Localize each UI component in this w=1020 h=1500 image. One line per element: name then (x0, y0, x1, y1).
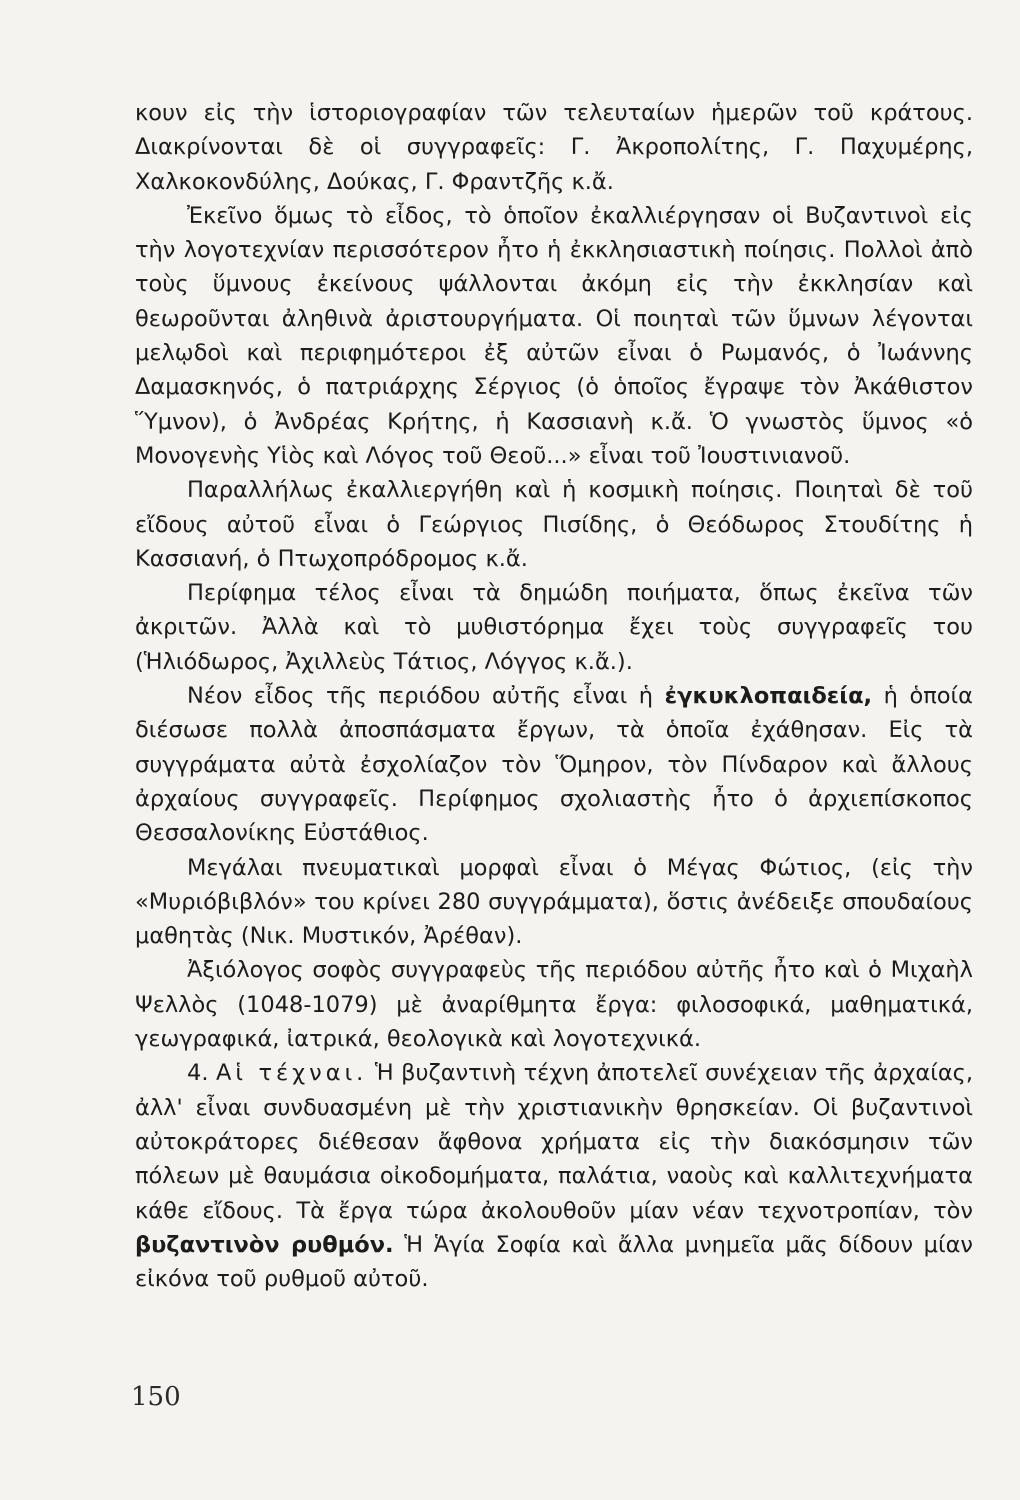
paragraph-photios: Μεγάλαι πνευματικαὶ μορφαὶ εἶναι ὁ Μέγας Φώτιος, (εἰς τὴν «Μυριόβιβλόν» του κρίνει 280 συγγράμματα), ὅστις ἀνέδειξε σπουδαίους μαθητὰς (Νικ. Μυστικόν, Ἀρέθαν). (135, 854, 973, 950)
byzantine-style-term: βυζαντινὸν ρυθμόν. (135, 1231, 394, 1258)
paragraph-psellos: Ἀξιόλογος σοφὸς συγγραφεὺς τῆς περιόδου αὐτῆς ἦτο καὶ ὁ Μιχαὴλ Ψελλὸς (1048-1079) μὲ ἀναρίθμητα ἔργα: φιλοσοφικά, μαθηματικά, γεωγραφικά, ἰατρικά, θεολογικὰ καὶ λογοτεχνικά. (135, 957, 973, 1053)
paragraph-historians: κουν εἰς τὴν ἱστοριογραφίαν τῶν τελευταίων ἡμερῶν τοῦ κράτους. Διακρίνονται δὲ οἱ συγγραφεῖς: Γ. Ἀκροπολίτης, Γ. Παχυμέρης, Χαλκοκονδύλης, Δούκας, Γ. Φραντζῆς κ.ἄ. (135, 100, 973, 195)
encyclopedia-text-start: Νέον εἶδος τῆς περιόδου αὐτῆς εἶναι ἡ (187, 683, 665, 710)
arts-text-start: Ἡ βυζαντινὴ τέχνη ἀποτελεῖ συνέχειαν τῆς ἀρχαίας, ἀλλ' εἶναι συνδυασμένη μὲ τὴν χριστιανικὴν θρησκείαν. Οἱ βυζαντινοὶ αὐτοκράτορες διέθεσαν ἄφθονα χρήματα εἰς τὴν διακόσμησιν τῶν πόλεων μὲ θαυμάσια οἰκοδομήματα, παλάτια, ναοὺς καὶ καλλιτεχνήματα κάθε εἴδους. Τὰ ἔργα τώρα ἀκολουθοῦν μίαν νέαν τεχνοτροπίαν, τὸν (135, 1060, 974, 1224)
arts-text-end: Ἡ Ἁγία Σοφία καὶ ἄλλα μνημεῖα μᾶς δίδουν μίαν εἰκόνα τοῦ ρυθμοῦ αὐτοῦ. (135, 1231, 973, 1293)
paragraph-encyclopedia (135, 679, 973, 850)
paragraph-arts (135, 1056, 973, 1296)
paragraph-ecclesiastical-poetry: Ἐκεῖνο ὅμως τὸ εἶδος, τὸ ὁποῖον ἐκαλλιέργησαν οἱ Βυζαντινοὶ εἰς τὴν λογοτεχνίαν περισσότερον ἦτο ἡ ἐκκλησιαστικὴ ποίησις. Πολλοὶ ἀπὸ τοὺς ὕμνους ἐκείνους ψάλλονται ἀκόμη εἰς τὴν ἐκκλησίαν καὶ θεωροῦνται ἀληθινὰ ἀριστουργήματα. Οἱ ποιηταὶ τῶν ὕμνων λέγονται μελῳδοὶ καὶ περιφημότεροι ἐξ αὐτῶν εἶναι ὁ Ρωμανός, ὁ Ἰωάννης Δαμασκηνός, ὁ πατριάρχης Σέργιος (ὁ ὁποῖος ἔγραψε τὸν Ἀκάθιστον Ὕμνον), ὁ Ἀνδρέας Κρήτης, ἡ Κασσιανὴ κ.ἄ. Ὁ γνωστὸς ὕμνος «ὁ Μονογενὴς Υἱὸς καὶ Λόγος τοῦ Θεοῦ...» εἶναι τοῦ Ἰουστινιανοῦ. (135, 202, 973, 469)
paragraph-secular-poetry: Παραλλήλως ἐκαλλιεργήθη καὶ ἡ κοσμικὴ ποίησις. Ποιηταὶ δὲ τοῦ εἴδους αὐτοῦ εἶναι ὁ Γεώργιος Πισίδης, ὁ Θεόδωρος Στουδίτης ἡ Κασσιανή, ὁ Πτωχοπρόδρομος κ.ἄ. (135, 477, 973, 572)
encyclopedia-term: ἐγκυκλοπαιδεία, (664, 683, 873, 710)
section-number: 4. (187, 1060, 209, 1087)
page-number: 150 (131, 1382, 181, 1412)
text-body (135, 96, 973, 1296)
paragraph-folk-poems: Περίφημα τέλος εἶναι τὰ δημώδη ποιήματα, ὅπως ἐκεῖνα τῶν ἀκριτῶν. Ἀλλὰ καὶ τὸ μυθιστόρημα ἔχει τοὺς συγγραφεῖς του (Ἡλιόδωρος, Ἀχιλλεὺς Τάτιος, Λόγγος κ.ἄ.). (135, 580, 973, 675)
section-heading: Αἱ τέχναι. (215, 1060, 368, 1087)
encyclopedia-text-end: ἡ ὁποία διέσωσε πολλὰ ἀποσπάσματα ἔργων, τὰ ὁποῖα ἐχάθησαν. Εἰς τὰ συγγράματα αὐτὰ ἐσχολίαζον τὸν Ὅμηρον, τὸν Πίνδαρον καὶ ἄλλους ἀρχαίους συγγραφεῖς. Περίφημος σχολιαστὴς ἦτο ὁ ἀρχιεπίσκοπος Θεσσαλονίκης Εὐστάθιος. (135, 683, 973, 847)
